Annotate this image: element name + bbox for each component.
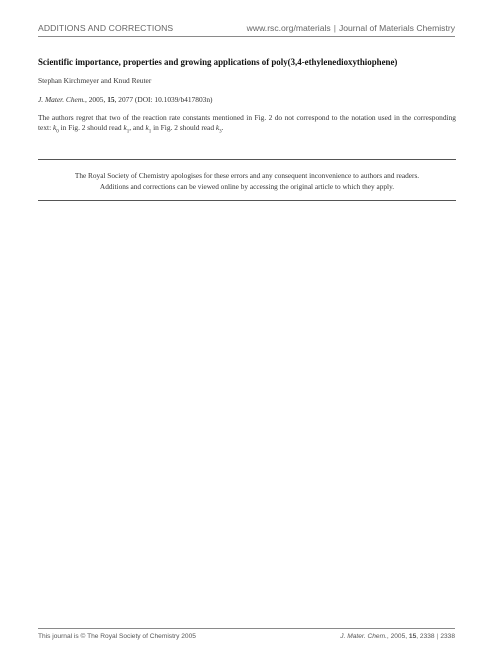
running-header [38,18,455,37]
rsc-apology-notice [38,159,456,201]
correction-text-segment: , and [129,123,146,132]
journal-header-info [247,23,455,33]
rate-constant-symbol: k [123,123,127,132]
rate-constant-symbol: k [215,123,220,132]
footer-separator: | [436,633,439,640]
footer-page-number: 2338 [440,633,455,640]
article-title: Scientific importance, properties and growing applications of poly(3,4-ethylenedioxythiophene) [38,57,398,67]
footer-citation [340,633,455,640]
journal-url-link[interactable]: www.rsc.org/materials [246,23,331,33]
rate-constant-subscript: 1 [126,129,130,135]
correction-text-segment: . [221,123,224,132]
citation-volume: 15 [107,95,115,104]
footer-page: , 2338 [416,633,435,640]
footer-volume: 15 [408,633,417,640]
notice-line-1: The Royal Society of Chemistry apologises for these errors and any consequent inconvenience to authors and readers. [74,171,420,180]
correction-text-segment: in Fig. 2 should read [151,123,216,132]
article-authors: Stephan Kirchmeyer and Knud Reuter [38,76,152,85]
citation-year: , 2005, [85,95,108,104]
section-label: ADDITIONS AND CORRECTIONS [38,23,174,33]
running-footer [38,628,455,643]
footer-copyright: This journal is © The Royal Society of Chemistry 2005 [38,633,196,640]
notice-line-2: Additions and corrections can be viewed online by accessing the original article to which they apply. [99,182,395,191]
journal-name: Journal of Materials Chemistry [338,23,455,33]
rate-constant-subscript: 3 [219,129,222,135]
citation-pages-doi: , 2077 (DOI: 10.1039/b417803n) [114,95,213,104]
correction-text [38,113,456,133]
rate-constant-subscript: 0 [56,129,59,135]
correction-text-segment: The authors regret that two of the reaction rate constants mentioned in Fig. 2 do not correspond to the notation used in the corresponding text: [38,113,456,132]
rate-constant-symbol: k [145,123,149,132]
footer-journal: J. Mater. Chem. [340,633,387,640]
footer-year: , 2005, [386,633,409,640]
rate-constant-subscript: 1 [148,129,152,135]
article-citation [38,95,213,104]
header-separator: | [333,23,336,33]
rate-constant-symbol: k [52,123,57,132]
citation-journal: J. Mater. Chem. [38,95,86,104]
correction-text-segment: in Fig. 2 should read [58,123,124,132]
